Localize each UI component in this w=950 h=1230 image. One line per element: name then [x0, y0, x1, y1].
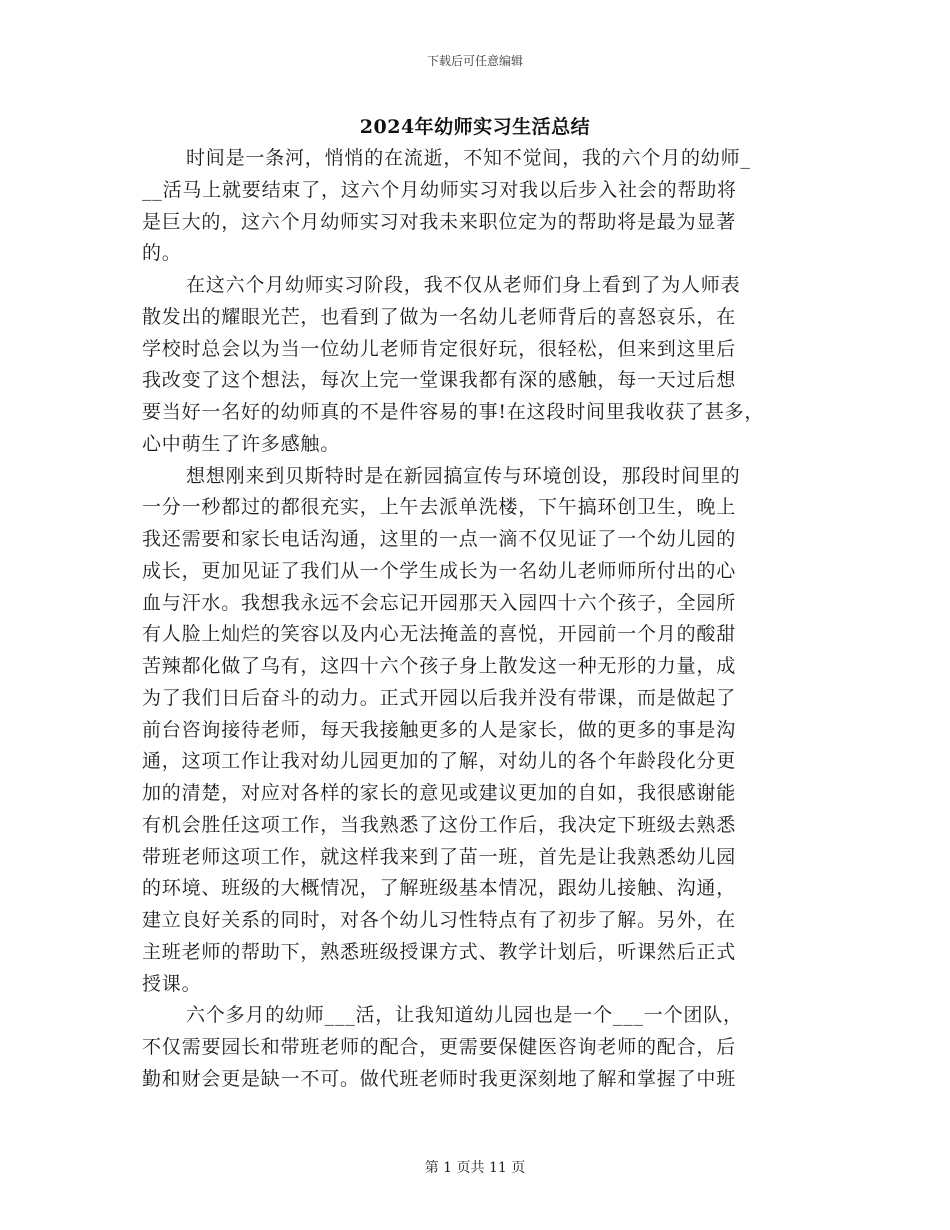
- text-line: 主班老师的帮助下，熟悉班级授课方式、教学计划后，听课然后正式: [142, 940, 737, 963]
- text-line: 要当好一名好的幼师真的不是件容易的事!在这段时间里我收获了甚多，: [142, 401, 765, 423]
- text-line: 授课。: [142, 972, 202, 995]
- text-line: 为了我们日后奋斗的动力。正式开园以后我并没有带课，而是做起了: [142, 686, 737, 709]
- text-line: 成长，更加见证了我们从一个学生成长为一名幼儿老师师所付出的心: [142, 559, 737, 582]
- text-line: 在这六个月幼师实习阶段，我不仅从老师们身上看到了为人师表: [186, 274, 741, 296]
- text-line: 想想刚来到贝斯特时是在新园搞宣传与环境创设，那段时间里的: [186, 464, 741, 487]
- header-note: 下载后可任意编辑: [426, 54, 523, 68]
- text-line: 一分一秒都过的都很充实，上午去派单洗楼，下午搞环创卫生，晚上: [142, 496, 737, 519]
- text-line: 有机会胜任这项工作，当我熟悉了这份工作后，我决定下班级去熟悉: [142, 813, 737, 836]
- text-line: 加的清楚，对应对各样的家长的意见或建议更加的自如，我很感谢能: [142, 782, 737, 804]
- text-line: 我还需要和家长电话沟通，这里的一点一滴不仅见证了一个幼儿园的: [142, 528, 737, 550]
- text-line: 的环境、班级的大概情况，了解班级基本情况，跟幼儿接触、沟通，: [142, 877, 737, 900]
- text-line: 建立良好关系的同时，对各个幼儿习性特点有了初步了解。另外，在: [142, 909, 737, 931]
- text-line: 的。: [142, 242, 182, 265]
- text-line: 有人脸上灿烂的笑容以及内心无法掩盖的喜悦，开园前一个月的酸甜: [142, 623, 737, 646]
- text-line: 不仅需要园长和带班老师的配合，更需要保健医咨询老师的配合，后: [142, 1036, 737, 1058]
- paragraph: [142, 143, 812, 270]
- text-line: 血与汗水。我想我永远不会忘记开园那天入园四十六个孩子，全园所: [142, 591, 737, 614]
- text-line: 我改变了这个想法，每次上完一堂课我都有深的感触，每一天过后想: [142, 369, 737, 392]
- text-line: 散发出的耀眼光芒，也看到了做为一名幼儿老师背后的喜怒哀乐，在: [142, 305, 737, 328]
- text-line: 心中萌生了许多感触。: [142, 432, 341, 455]
- paragraph: [142, 270, 812, 461]
- document-body: [142, 143, 812, 1096]
- text-line: 六个多月的幼师___活，让我知道幼儿园也是一个___一个团队，: [186, 1004, 743, 1027]
- text-line: 前台咨询接待老师，每天我接触更多的人是家长，做的更多的事是沟: [142, 718, 737, 741]
- text-line: __活马上就要结束了，这六个月幼师实习对我以后步入社会的帮助将: [142, 178, 737, 201]
- text-line: 学校时总会以为当一位幼儿老师肯定很好玩，很轻松，但来到这里后: [142, 337, 737, 360]
- page-number-footer: 第 1 页共 11 页: [424, 1160, 526, 1176]
- text-line: 勤和财会更是缺一不可。做代班老师时我更深刻地了解和掌握了中班: [142, 1067, 737, 1090]
- text-line: 时间是一条河，悄悄的在流逝，不知不觉间，我的六个月的幼师_: [186, 147, 751, 169]
- text-line: 通，这项工作让我对幼儿园更加的了解，对幼儿的各个年龄段化分更: [142, 750, 737, 773]
- text-line: 是巨大的，这六个月幼师实习对我未来职位定为的帮助将是最为显著: [142, 210, 737, 233]
- paragraph: [142, 1000, 812, 1095]
- text-line: 苦辣都化做了乌有，这四十六个孩子身上散发这一种无形的力量，成: [142, 655, 737, 677]
- paragraph: [142, 461, 812, 1001]
- text-line: 带班老师这项工作，就这样我来到了苗一班，首先是让我熟悉幼儿园: [142, 845, 737, 868]
- document-title: 2024年幼师实习生活总结: [359, 116, 591, 138]
